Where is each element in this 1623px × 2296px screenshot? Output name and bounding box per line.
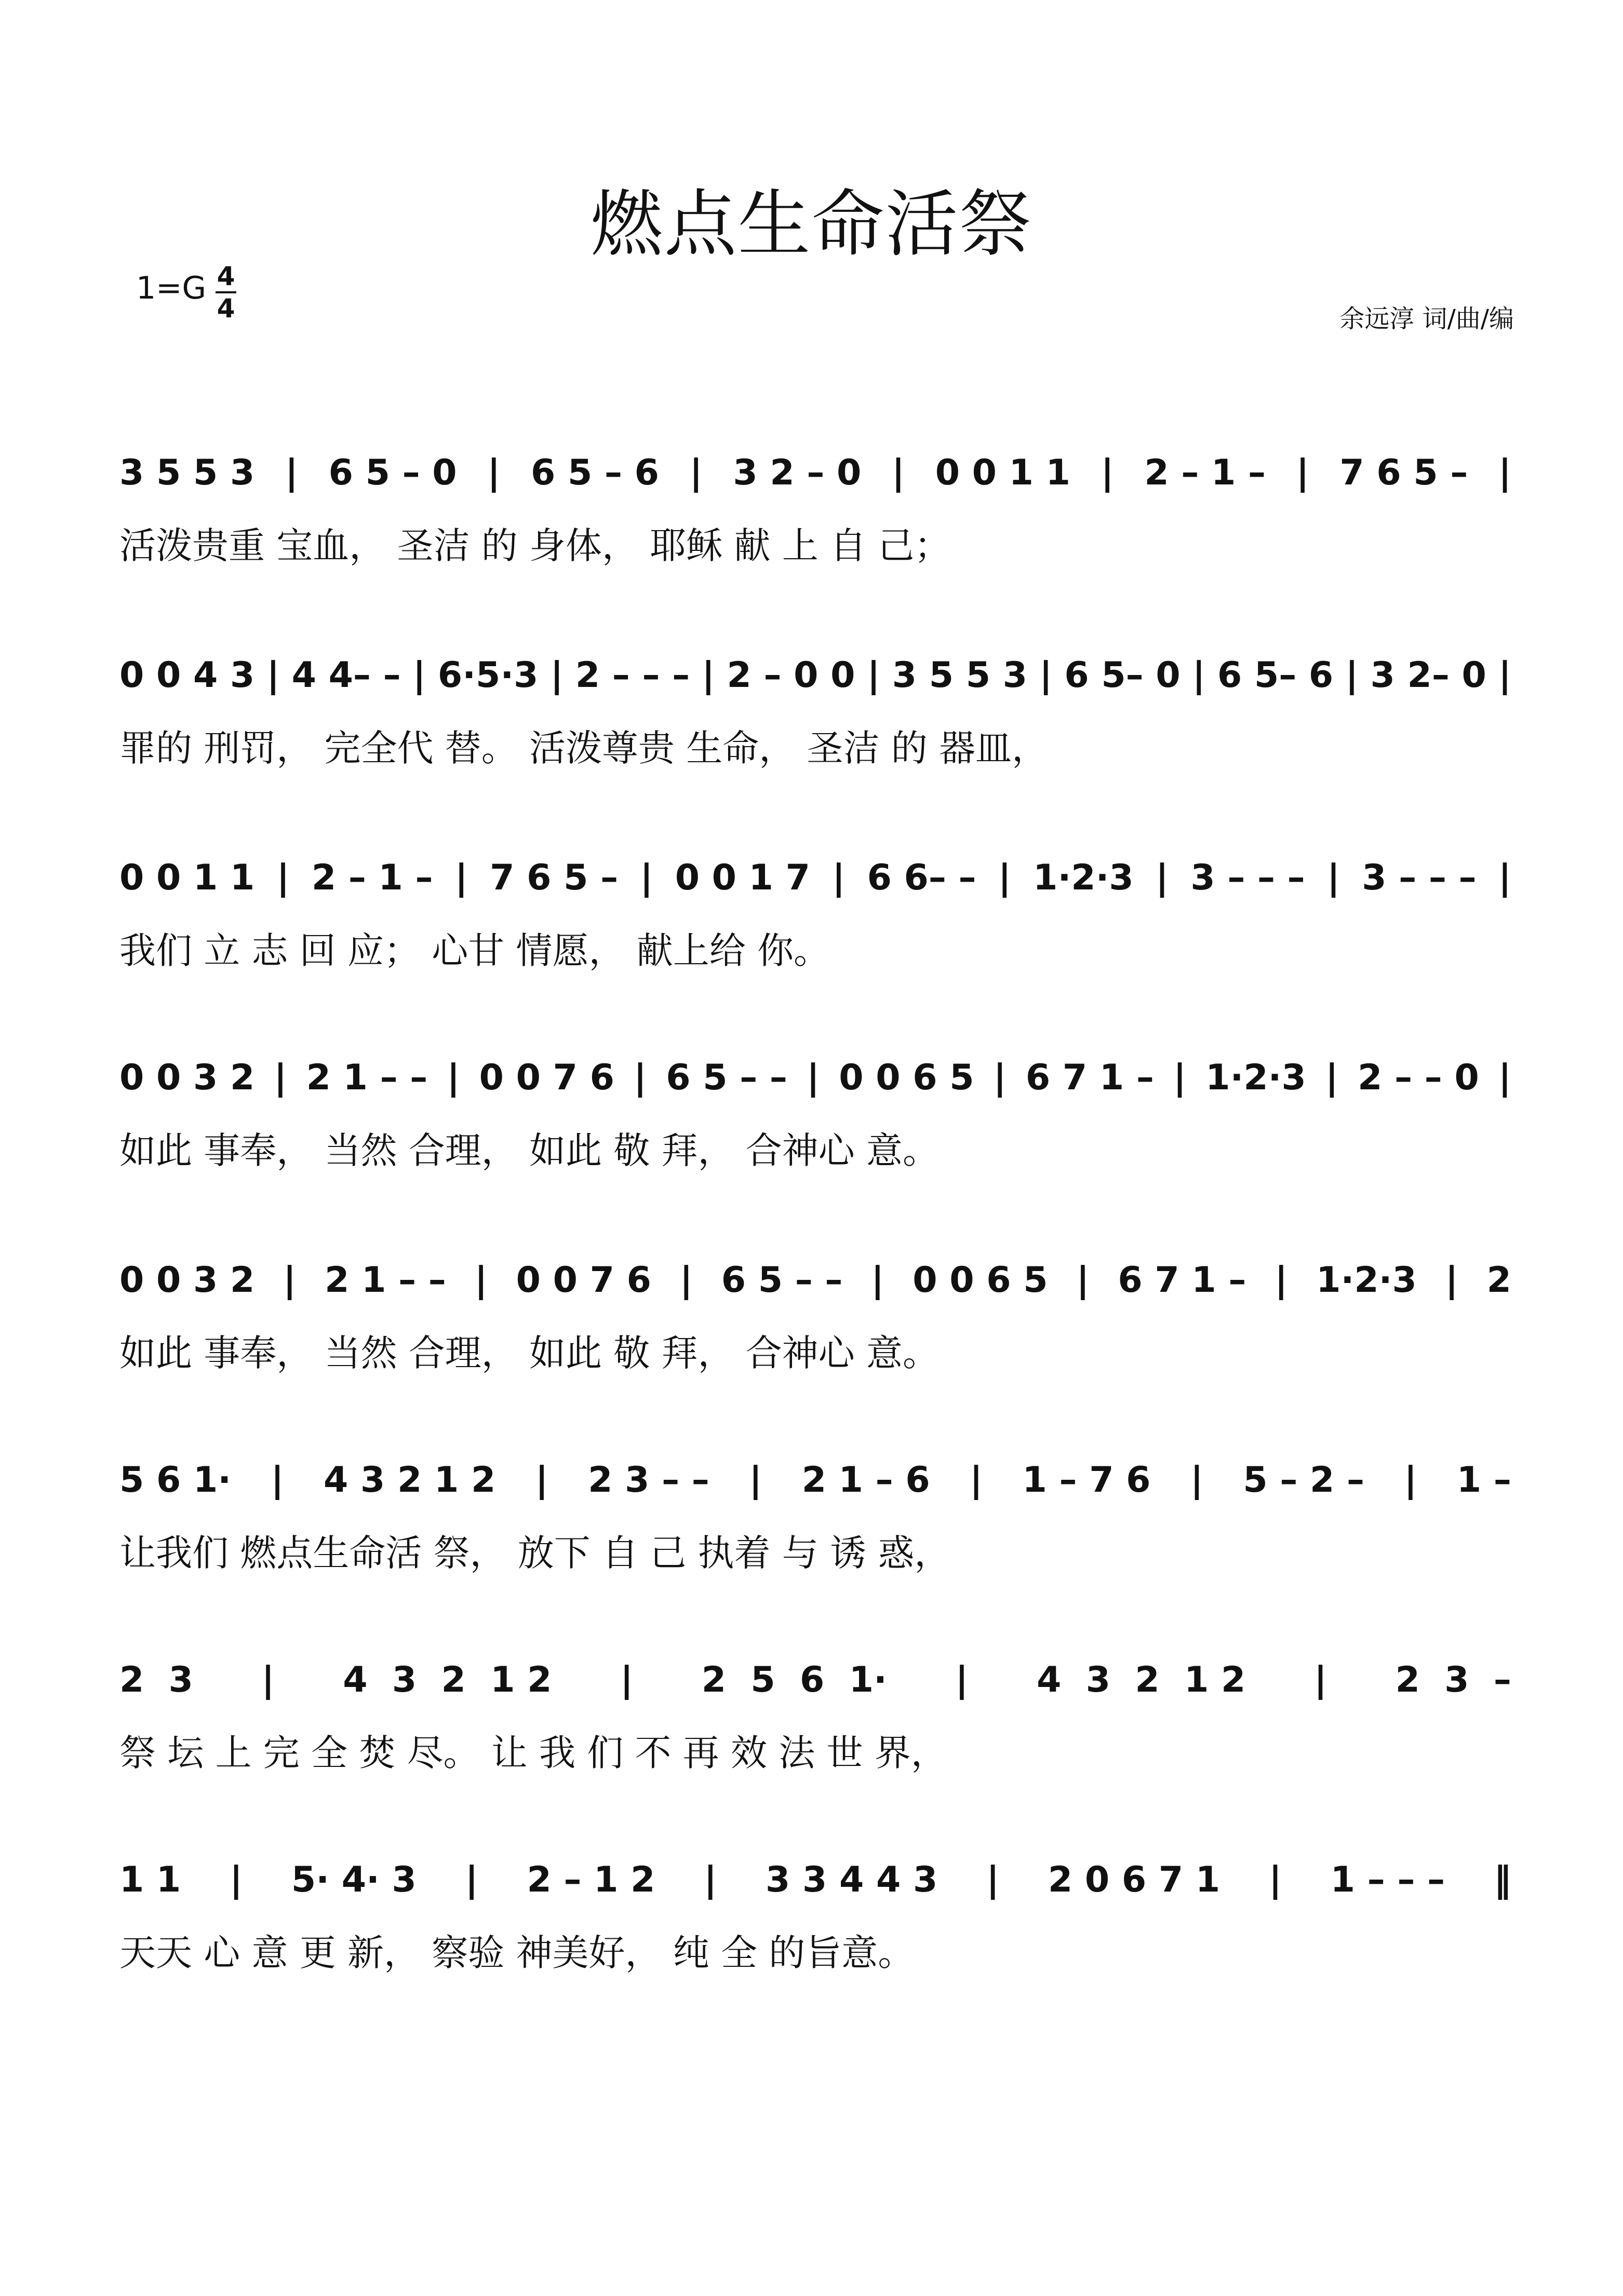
- measure: 2 – – 0: [1358, 1057, 1479, 1098]
- barline: |: [1101, 452, 1114, 493]
- barline: |: [487, 452, 501, 493]
- barline: |: [986, 1859, 1000, 1900]
- lyric-line: 如此 事奉， 当然 合理， 如此 敬 拜， 合神心 意。: [119, 1129, 940, 1172]
- measure: 0 0 7 6: [479, 1057, 614, 1098]
- barline: |: [261, 1659, 275, 1700]
- barline: |: [285, 452, 298, 493]
- barline: ‖: [1494, 1859, 1511, 1900]
- barline: |: [1498, 452, 1511, 493]
- measure: 1·2·3: [1033, 857, 1134, 898]
- lyric-line: 祭 坛 上 完 全 焚 尽。 让 我 们 不 再 效 法 世 界，: [119, 1731, 947, 1774]
- barline: |: [274, 1057, 287, 1098]
- barline: |: [1192, 654, 1205, 696]
- barline: |: [1156, 857, 1169, 898]
- lyric-line: 让我们 燃点生命活 祭， 放下 自 己 执着 与 诱 惑，: [119, 1531, 951, 1574]
- measure: 2 – 0 0: [727, 654, 855, 696]
- measure: 2 1 – –: [325, 1259, 446, 1301]
- measure: 4 3 2 1 2: [324, 1459, 496, 1501]
- measure: 6 5– 6: [1217, 654, 1334, 696]
- measure: 2 5 6 1·: [701, 1659, 887, 1700]
- barline: |: [620, 1659, 634, 1700]
- barline: |: [1275, 1259, 1288, 1301]
- barline: |: [892, 452, 905, 493]
- notation-line: [119, 1649, 1511, 1711]
- barline: |: [1296, 452, 1309, 493]
- measure: 1 –: [1456, 1459, 1511, 1501]
- measure: 2 3 –: [1395, 1659, 1511, 1700]
- barline: |: [1498, 1057, 1511, 1098]
- notation-line: [119, 644, 1511, 706]
- time-signature: [216, 262, 236, 322]
- barline: |: [993, 1057, 1007, 1098]
- barline: |: [1173, 1057, 1186, 1098]
- measure: 5· 4· 3: [291, 1859, 417, 1900]
- measure: 6 7 1 –: [1118, 1259, 1246, 1301]
- measure: 3 – – –: [1362, 857, 1477, 898]
- measure: 7 6 5 –: [1339, 452, 1468, 493]
- measure: 1 – – –: [1330, 1859, 1445, 1900]
- measure: 3 – – –: [1190, 857, 1305, 898]
- lyric-line: 罪的 刑罚， 完全代 替。 活泼尊贵 生命， 圣洁 的 器皿，: [119, 726, 1049, 769]
- notation-line: [119, 441, 1511, 504]
- barline: |: [266, 654, 280, 696]
- barline: |: [1445, 1259, 1458, 1301]
- measure: 6 5 – –: [666, 1057, 787, 1098]
- measure: 0 0 1 7: [675, 857, 810, 898]
- measure: 3 5 5 3: [119, 452, 255, 493]
- measure: 0 0 3 2: [119, 1057, 255, 1098]
- measure: 0 0 3 2: [119, 1259, 255, 1301]
- barline: |: [465, 1859, 478, 1900]
- barline: |: [550, 654, 564, 696]
- measure: 2 – 1 –: [311, 857, 433, 898]
- credit-line: 余远淳 词/曲/编: [1339, 304, 1514, 333]
- barline: |: [230, 1859, 243, 1900]
- barline: |: [832, 857, 846, 898]
- barline: |: [1314, 1659, 1327, 1700]
- time-signature-bottom: 4: [217, 293, 235, 323]
- measure: 4 3 2 1 2: [1037, 1659, 1246, 1700]
- barline: |: [1345, 654, 1359, 696]
- barline: |: [1325, 1057, 1338, 1098]
- barline: |: [867, 654, 880, 696]
- measure: 2 – – –: [575, 654, 690, 696]
- time-signature-top: 4: [217, 261, 235, 291]
- barline: |: [276, 857, 290, 898]
- measure: 4 4– –: [291, 654, 401, 696]
- measure: 0 0 6 5: [839, 1057, 974, 1098]
- barline: |: [955, 1659, 969, 1700]
- barline: |: [640, 857, 653, 898]
- barline: |: [998, 857, 1011, 898]
- barline: |: [283, 1259, 297, 1301]
- measure: 1 1: [119, 1859, 181, 1900]
- measure: 6 5– 0: [1064, 654, 1181, 696]
- measure: 2 – 1 2: [527, 1859, 655, 1900]
- measure: 0 0 7 6: [516, 1259, 651, 1301]
- barline: |: [634, 1057, 647, 1098]
- measure: 3 2– 0: [1370, 654, 1486, 696]
- measure: 3 2 – 0: [733, 452, 862, 493]
- measure: 2 0 6 7 1: [1048, 1859, 1220, 1900]
- measure: 2 – 1 –: [1144, 452, 1266, 493]
- measure: 7 6 5 –: [490, 857, 619, 898]
- barline: |: [447, 1057, 460, 1098]
- barline: |: [1498, 857, 1511, 898]
- measure: 2 1 – –: [306, 1057, 428, 1098]
- measure: 2 3: [119, 1659, 193, 1700]
- measure: 5 6 1·: [119, 1459, 232, 1501]
- measure: 6 5 – 6: [531, 452, 659, 493]
- measure: 0 0 1 1: [119, 857, 255, 898]
- measure: 3 5 5 3: [892, 654, 1028, 696]
- lyric-line: 如此 事奉， 当然 合理， 如此 敬 拜， 合神心 意。: [119, 1331, 940, 1374]
- barline: |: [412, 654, 426, 696]
- lyric-line: 我们 立 志 回 应； 心甘 情愿， 献上给 你。: [119, 929, 830, 972]
- measure: 3 3 4 4 3: [766, 1859, 938, 1900]
- measure: 2 1 – 6: [801, 1459, 930, 1501]
- barline: |: [474, 1259, 488, 1301]
- barline: |: [535, 1459, 548, 1501]
- measure: 0 0 4 3: [119, 654, 255, 696]
- measure: 2: [1486, 1259, 1511, 1301]
- barline: |: [679, 1259, 693, 1301]
- barline: |: [970, 1459, 983, 1501]
- barline: |: [749, 1459, 762, 1501]
- barline: |: [702, 654, 715, 696]
- notation-line: [119, 1449, 1511, 1511]
- measure: 6·5·3: [437, 654, 539, 696]
- barline: |: [704, 1859, 717, 1900]
- barline: |: [807, 1057, 820, 1098]
- barline: |: [871, 1259, 884, 1301]
- key-signature: 1=G: [136, 270, 206, 306]
- measure: 4 3 2 1 2: [343, 1659, 552, 1700]
- barline: |: [1498, 654, 1511, 696]
- measure: 6 5 – –: [721, 1259, 843, 1301]
- measure: 6 5 – 0: [328, 452, 457, 493]
- notation-line: [119, 1046, 1511, 1109]
- barline: |: [454, 857, 468, 898]
- measure: 5 – 2 –: [1243, 1459, 1365, 1501]
- lyric-line: 活泼贵重 宝血， 圣洁 的 身体， 耶稣 献 上 自 己；: [119, 524, 951, 567]
- barline: |: [1076, 1259, 1090, 1301]
- notation-line: [119, 1848, 1511, 1911]
- measure: 1 – 7 6: [1022, 1459, 1151, 1501]
- barline: |: [1327, 857, 1340, 898]
- measure: 2 3 – –: [588, 1459, 709, 1501]
- barline: |: [1404, 1459, 1417, 1501]
- barline: |: [1269, 1859, 1282, 1900]
- measure: 1·2·3: [1316, 1259, 1417, 1301]
- lyric-line: 天天 心 意 更 新， 察验 神美好， 纯 全 的旨意。: [119, 1931, 915, 1974]
- measure: 6 6– –: [867, 857, 976, 898]
- measure: 0 0 6 5: [913, 1259, 1048, 1301]
- notation-line: [119, 846, 1511, 909]
- measure: 0 0 1 1: [935, 452, 1070, 493]
- barline: |: [271, 1459, 284, 1501]
- notation-line: [119, 1249, 1511, 1311]
- barline: |: [1039, 654, 1053, 696]
- measure: 6 7 1 –: [1025, 1057, 1154, 1098]
- measure: 1·2·3: [1205, 1057, 1306, 1098]
- barline: |: [1190, 1459, 1203, 1501]
- barline: |: [689, 452, 703, 493]
- song-title: 燃点生命活祭: [590, 182, 1033, 267]
